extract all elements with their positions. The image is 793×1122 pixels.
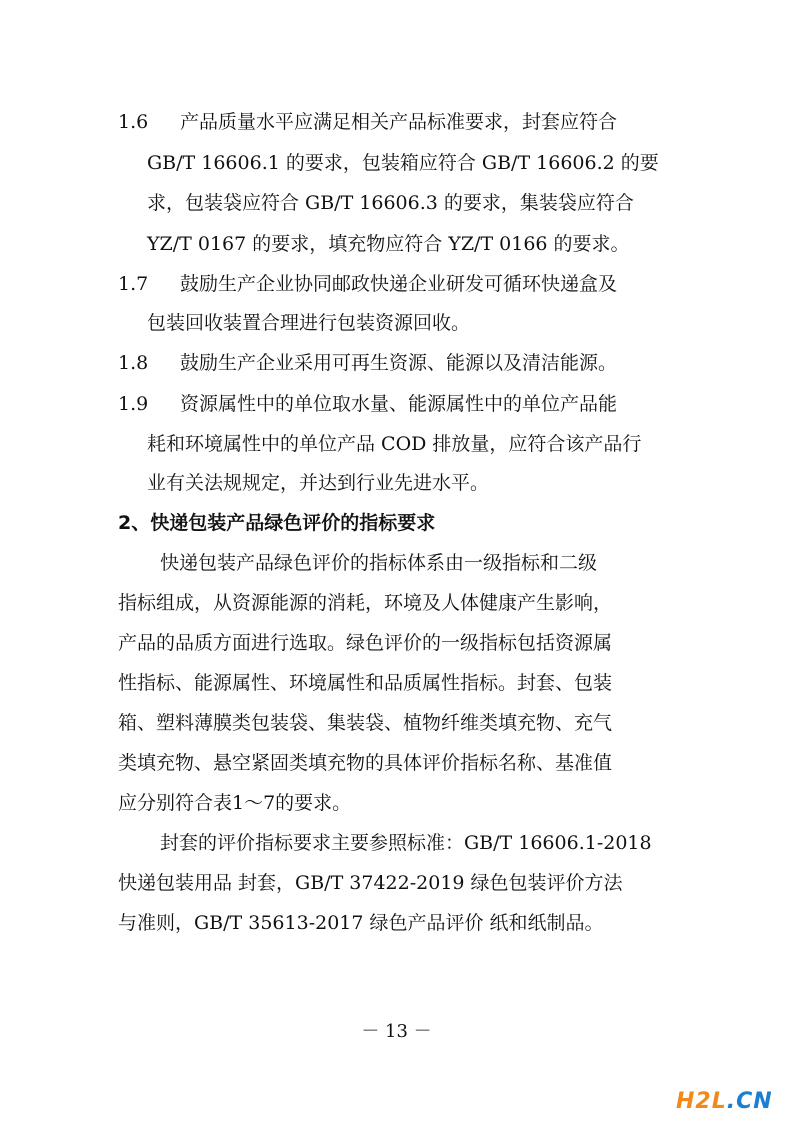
- section-heading: 2、快递包装产品绿色评价的指标要求: [118, 512, 436, 534]
- item-number-1-6: 1.6: [118, 111, 149, 133]
- item-1-8-line-1: 鼓励生产企业采用可再生资源、能源以及清洁能源。: [180, 352, 618, 374]
- watermark-part-2: .CN: [726, 1089, 773, 1114]
- item-1-6-line-4: YZ/T 0167 的要求，填充物应符合 YZ/T 0166 的要求。: [147, 233, 630, 255]
- item-number-1-8: 1.8: [118, 352, 149, 374]
- item-number-1-7: 1.7: [118, 273, 149, 295]
- paragraph-1-line-6: 类填充物、悬空紧固类填充物的具体评价指标名称、基准值: [118, 752, 613, 774]
- paragraph-1-line-2: 指标组成，从资源能源的消耗，环境及人体健康产生影响，: [118, 592, 613, 614]
- paragraph-1-line-5: 箱、塑料薄膜类包装袋、集装袋、植物纤维类填充物、充气: [118, 712, 613, 734]
- item-1-7-line-1: 鼓励生产企业协同邮政快递企业研发可循环快递盒及: [180, 273, 618, 295]
- item-1-7-line-2: 包装回收装置合理进行包装资源回收。: [147, 312, 471, 334]
- item-1-9-line-1: 资源属性中的单位取水量、能源属性中的单位产品能: [180, 393, 618, 415]
- page-number: － 13 －: [361, 1021, 432, 1042]
- item-1-9-line-2: 耗和环境属性中的单位产品 COD 排放量，应符合该产品行: [147, 433, 642, 455]
- watermark-part-1: H2L: [676, 1089, 727, 1114]
- item-1-9-line-3: 业有关法规规定，并达到行业先进水平。: [147, 472, 490, 494]
- item-number-1-9: 1.9: [118, 393, 149, 415]
- item-1-6-line-3: 求，包装袋应符合 GB/T 16606.3 的要求，集装袋应符合: [147, 192, 634, 214]
- paragraph-2-line-2: 快递包装用品 封套，GB/T 37422-2019 绿色包装评价方法: [118, 872, 623, 894]
- paragraph-1-line-4: 性指标、能源属性、环境属性和品质属性指标。封套、包装: [118, 672, 613, 694]
- paragraph-1-line-1: 快递包装产品绿色评价的指标体系由一级指标和二级: [160, 552, 598, 574]
- paragraph-2-line-3: 与准则，GB/T 35613-2017 绿色产品评价 纸和纸制品。: [118, 912, 604, 934]
- paragraph-2-line-1: 封套的评价指标要求主要参照标准：GB/T 16606.1-2018: [160, 832, 652, 854]
- paragraph-1-line-7: 应分别符合表1～7的要求。: [118, 792, 352, 814]
- item-1-6-line-2: GB/T 16606.1 的要求，包装箱应符合 GB/T 16606.2 的要: [147, 152, 659, 174]
- item-1-6-line-1: 产品质量水平应满足相关产品标准要求，封套应符合: [180, 111, 618, 133]
- paragraph-1-line-3: 产品的品质方面进行选取。绿色评价的一级指标包括资源属: [118, 632, 613, 654]
- watermark-logo: [676, 1089, 773, 1114]
